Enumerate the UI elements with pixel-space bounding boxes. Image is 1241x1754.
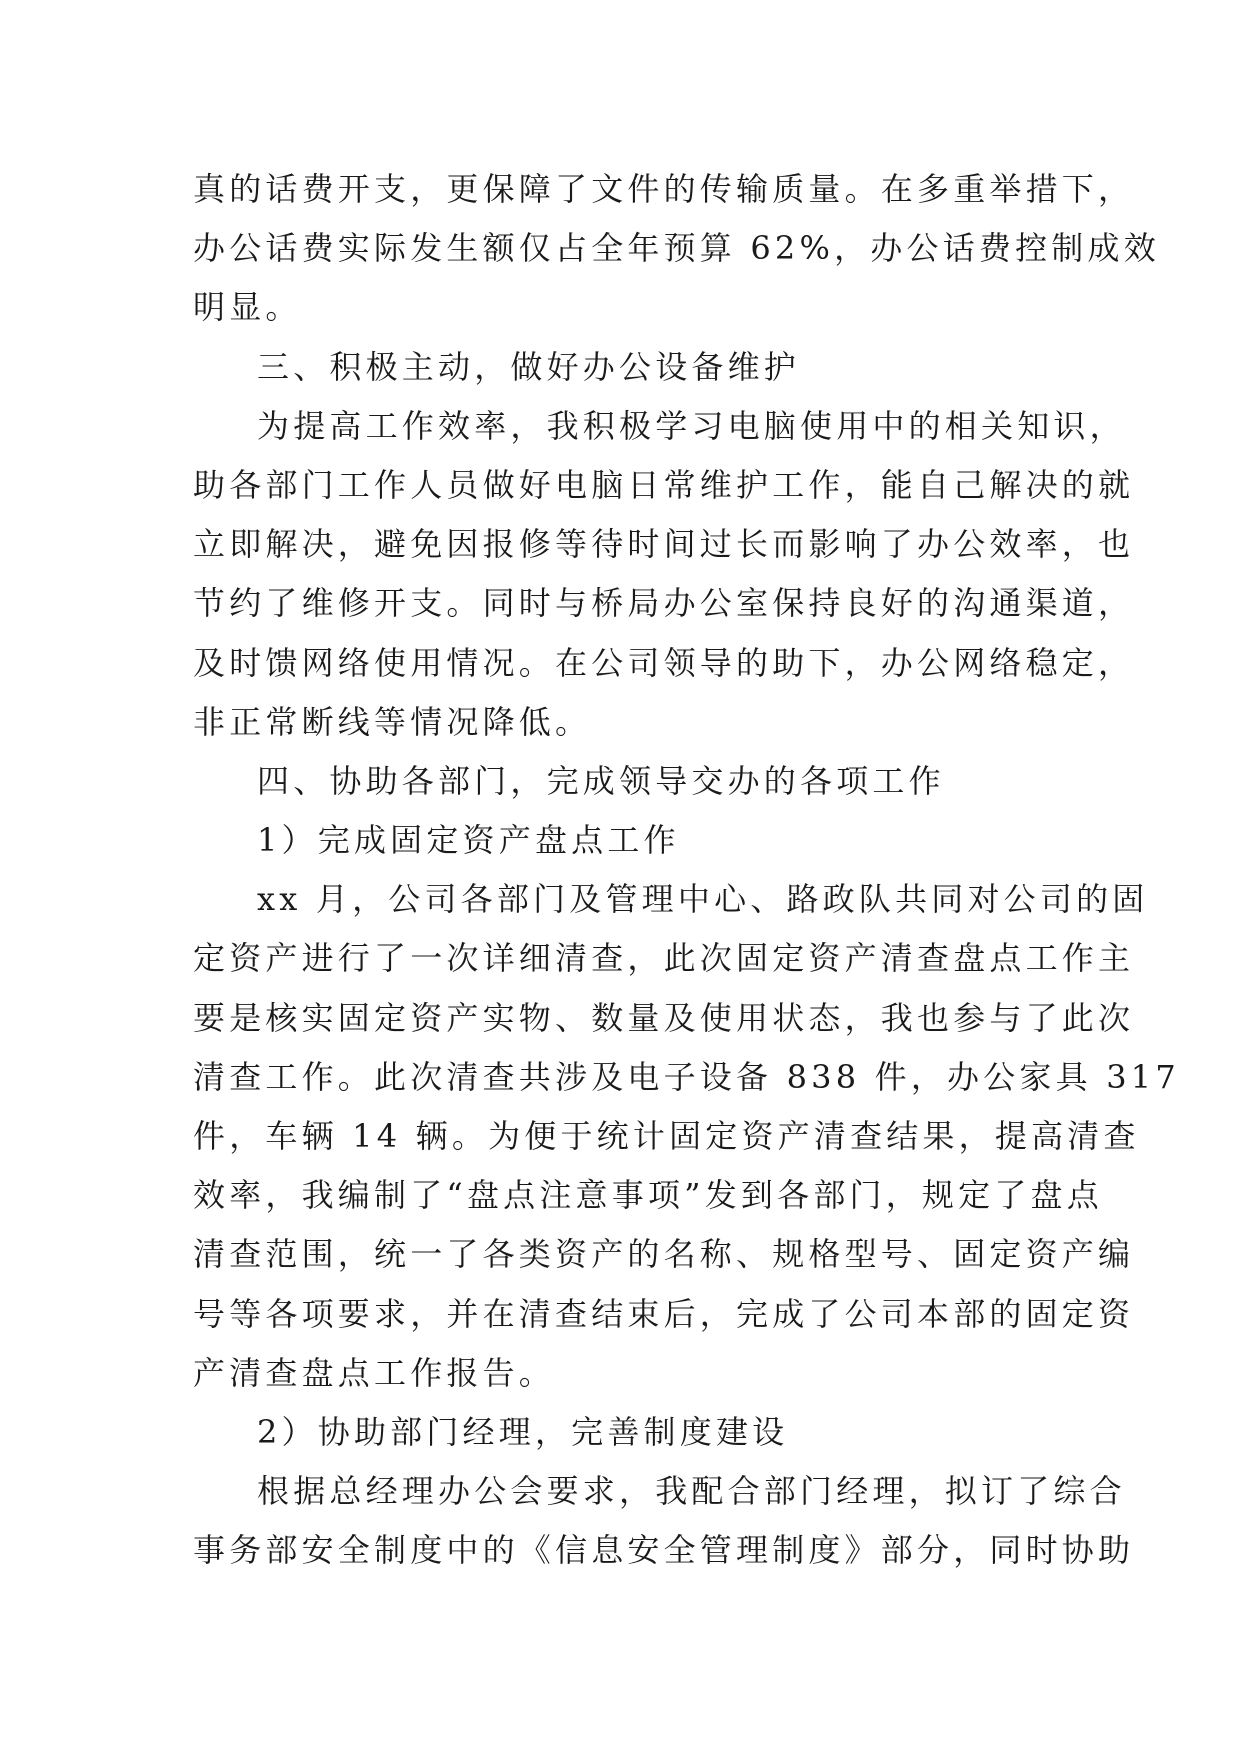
text-line: 要是核实固定资产实物、数量及使用状态，我也参与了此次 bbox=[193, 998, 1135, 1037]
text-line: 1）完成固定资产盘点工作 bbox=[257, 821, 680, 860]
text-line: 清查范围，统一了各类资产的名称、规格型号、固定资产编 bbox=[193, 1235, 1135, 1274]
document-body bbox=[193, 160, 1180, 1581]
text-line: 四、协助各部门，完成领导交办的各项工作 bbox=[257, 761, 945, 800]
text-line: 三、积极主动，做好办公设备维护 bbox=[257, 347, 801, 386]
text-line: 产清查盘点工作报告。 bbox=[193, 1353, 556, 1392]
text-line: 根据总经理办公会要求，我配合部门经理，拟订了综合 bbox=[257, 1472, 1126, 1511]
text-line: 定资产进行了一次详细清查，此次固定资产清查盘点工作主 bbox=[193, 939, 1135, 978]
text-line: 真的话费开支，更保障了文件的传输质量。在多重举措下， bbox=[193, 170, 1135, 208]
text-line: xx 月，公司各部门及管理中心、路政队共同对公司的固 bbox=[257, 880, 1149, 919]
text-line: 2）协助部门经理，完善制度建设 bbox=[257, 1412, 789, 1451]
text-line: 为提高工作效率，我积极学习电脑使用中的相关知识， bbox=[257, 406, 1126, 445]
text-line: 立即解决，避免因报修等待时间过长而影响了办公效率，也 bbox=[193, 525, 1135, 564]
text-line: 助各部门工作人员做好电脑日常维护工作，能自己解决的就 bbox=[193, 465, 1135, 504]
text-line: 及时馈网络使用情况。在公司领导的助下，办公网络稳定， bbox=[193, 643, 1135, 682]
text-line: 明显。 bbox=[193, 288, 302, 327]
text-line: 件，车辆 14 辆。为便于统计固定资产清查结果，提高清查 bbox=[193, 1117, 1140, 1155]
text-line: 效率，我编制了“盘点注意事项”发到各部门，规定了盘点 bbox=[193, 1176, 1103, 1215]
text-line: 事务部安全制度中的《信息安全管理制度》部分，同时协助 bbox=[193, 1531, 1135, 1570]
text-line: 办公话费实际发生额仅占全年预算 62%，办公话费控制成效 bbox=[193, 229, 1160, 268]
text-line: 号等各项要求，并在清查结束后，完成了公司本部的固定资 bbox=[193, 1294, 1135, 1333]
text-line: 清查工作。此次清查共涉及电子设备 838 件，办公家具 317 bbox=[193, 1057, 1180, 1096]
text-line: 非正常断线等情况降低。 bbox=[193, 702, 592, 741]
text-line: 节约了维修开支。同时与桥局办公室保持良好的沟通渠道， bbox=[193, 584, 1135, 623]
